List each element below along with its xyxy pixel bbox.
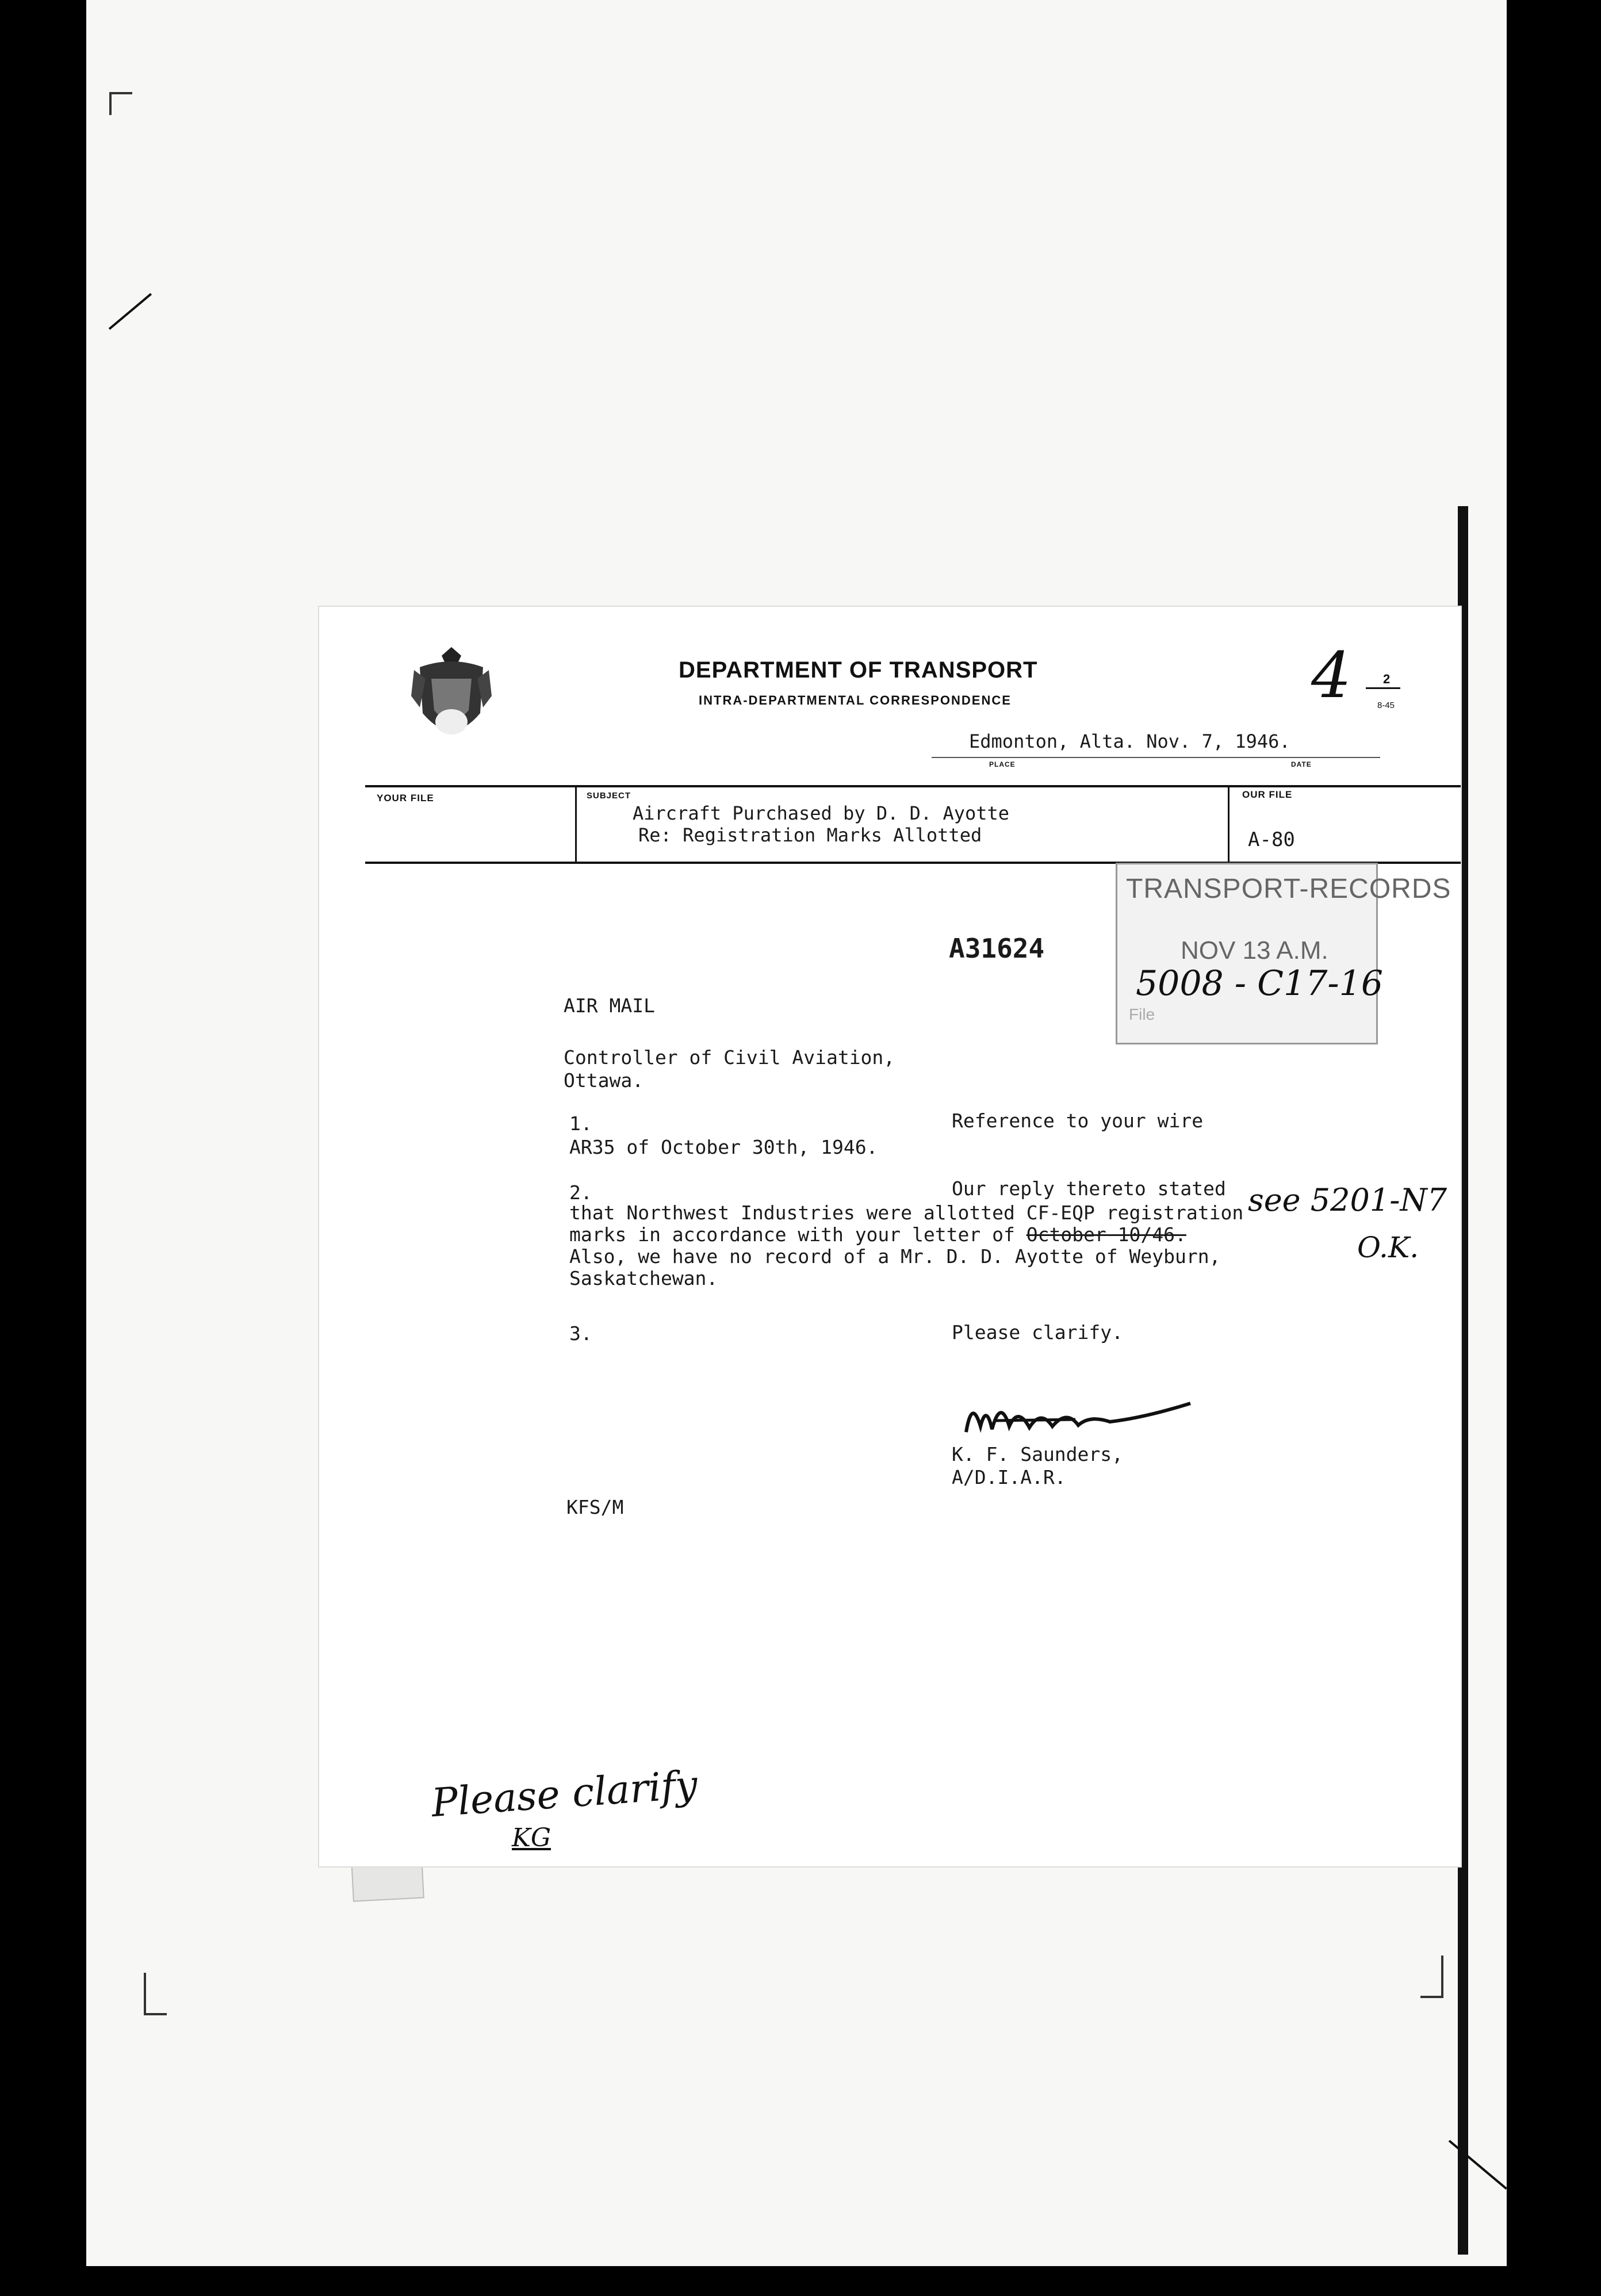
paragraph-1-continued: AR35 of October 30th, 1946. (569, 1136, 878, 1158)
recipient-line-2: Ottawa. (564, 1069, 644, 1092)
paragraph-2-text: Our reply thereto stated (952, 1177, 1226, 1200)
paragraph-2-line-5: Saskatchewan. (569, 1267, 718, 1289)
our-file-label: OUR FILE (1242, 789, 1293, 800)
our-file-value: A-80 (1248, 828, 1295, 851)
paragraph-2-line-4: Also, we have no record of a Mr. D. D. Ayotte of Weyburn, (569, 1245, 1221, 1268)
form-code: 8-45 (1377, 701, 1395, 710)
transport-records-stamp (1116, 863, 1451, 1044)
serial-number: A31624 (949, 933, 1045, 964)
department-title: DEPARTMENT OF TRANSPORT (679, 657, 1038, 683)
coat-of-arms-icon (408, 644, 495, 751)
subject-line-1: Aircraft Purchased by D. D. Ayotte (633, 802, 1010, 824)
field-divider-2 (1228, 785, 1230, 863)
subject-line-2: Re: Registration Marks Allotted (638, 824, 982, 846)
signature-icon (960, 1386, 1202, 1449)
handwritten-margin-note: see 5201-N7 (1248, 1182, 1447, 1218)
field-top-rule (365, 785, 1461, 787)
handwritten-file-number: 5008 - C17-16 (1136, 963, 1383, 1004)
typist-initials: KFS/M (566, 1496, 624, 1518)
paragraph-2-line-2: that Northwest Industries were allotted CF-EQP registration (569, 1201, 1244, 1224)
date-label: DATE (1291, 760, 1312, 768)
form-number: 2 (1383, 672, 1391, 686)
air-mail: AIR MAIL (564, 994, 655, 1017)
place-date-line (932, 757, 1380, 758)
stamp-file-label: File (1129, 1005, 1155, 1023)
crop-mark-bottom-right (1420, 1956, 1443, 1998)
signer-title: A/D.I.A.R. (952, 1466, 1066, 1488)
handwritten-bottom-initials: KG (512, 1823, 551, 1853)
department-subtitle: INTRA-DEPARTMENTAL CORRESPONDENCE (699, 693, 1012, 707)
crop-mark-top-left (109, 92, 132, 115)
paragraph-1-text: Reference to your wire (952, 1109, 1204, 1132)
paragraph-3-number: 3. (569, 1322, 592, 1345)
form-number-divider (1366, 687, 1400, 689)
signer-name: K. F. Saunders, (952, 1443, 1124, 1465)
paragraph-1-number: 1. (569, 1112, 592, 1135)
paragraph-2-line-3-prefix: marks in accordance with your letter of (569, 1223, 1027, 1246)
handwritten-ok-note: O.K. (1357, 1231, 1419, 1264)
field-divider-1 (575, 785, 577, 863)
crop-mark-bottom-left (144, 1973, 167, 2015)
handwritten-bottom-note: Please clarify (430, 1762, 699, 1827)
paragraph-2-line-3 (569, 1224, 1186, 1246)
handwritten-page-number: 4 (1311, 638, 1351, 712)
your-file-label: YOUR FILE (377, 793, 434, 803)
place-date-value: Edmonton, Alta. Nov. 7, 1946. (969, 730, 1290, 752)
paragraph-2-number: 2. (569, 1181, 592, 1204)
place-label: PLACE (989, 760, 1016, 768)
stamp-date: NOV 13 A.M. (1181, 936, 1328, 965)
paragraph-2-struck-text: October 10/46. (1026, 1223, 1186, 1246)
stamp-title: TRANSPORT-RECORDS (1126, 874, 1451, 904)
subject-label: SUBJECT (587, 791, 631, 801)
recipient-line-1: Controller of Civil Aviation, (564, 1046, 895, 1069)
paragraph-3-text: Please clarify. (952, 1321, 1124, 1344)
